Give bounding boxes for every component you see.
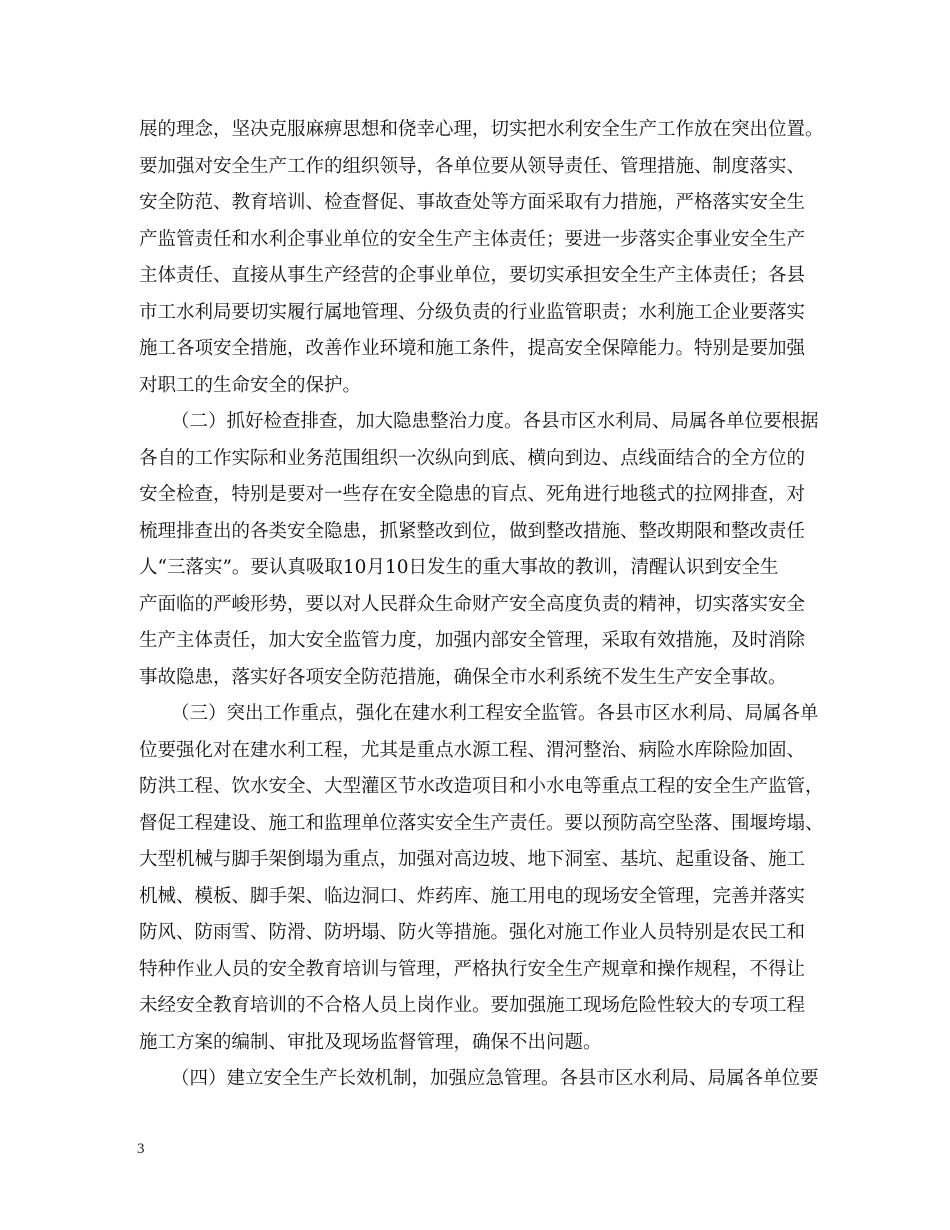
- text-line: 产面临的严峻形势，要以对人民群众生命财产安全高度负责的精神，切实落实安全: [139, 593, 806, 615]
- text-line: 施工各项安全措施，改善作业环境和施工条件，提高安全保障能力。特别是要加强: [139, 338, 806, 359]
- text-line: 施工方案的编制、审批及现场监督管理，确保不出问题。: [139, 1031, 602, 1053]
- text-line: 各自的工作实际和业务范围组织一次纵向到底、横向到边、点线面结合的全方位的: [139, 447, 806, 469]
- text-line: 特种作业人员的安全教育培训与管理，严格执行安全生产规章和操作规程，不得让: [139, 958, 806, 980]
- text-line: 督促工程建设、施工和监理单位落实安全生产责任。要以预防高空坠落、围堰垮塌、: [139, 812, 824, 834]
- text-line: （四）建立安全生产长效机制，加强应急管理。各县市区水利局、局属各单位要: [171, 1068, 819, 1089]
- text-line: 安全防范、教育培训、检查督促、事故查处等方面采取有力措施，严格落实安全生: [139, 192, 806, 213]
- page-number: 3: [137, 1141, 145, 1157]
- text-line: 梳理排查出的各类安全隐患，抓紧整改到位，做到整改措施、整改期限和整改责任: [139, 520, 806, 542]
- text-line: 事故隐患，落实好各项安全防范措施，确保全市水利系统不发生生产安全事故。: [139, 666, 787, 688]
- body-text: [139, 112, 829, 1098]
- text-line: 产监管责任和水利企事业单位的安全生产主体责任；要进一步落实企事业安全生产: [139, 228, 806, 250]
- text-line: 未经安全教育培训的不合格人员上岗作业。要加强施工现场危险性较大的专项工程: [139, 995, 806, 1016]
- text-line: 展的理念，坚决克服麻痹思想和侥幸心理，切实把水利安全生产工作放在突出位置。: [139, 119, 824, 140]
- text-line: 人“三落实”。要认真吸取10月10日发生的重大事故的教训，清醒认识到安全生: [139, 557, 779, 578]
- text-line: 位要强化对在建水利工程，尤其是重点水源工程、渭河整治、病险水库除险加固、: [139, 739, 806, 761]
- text-line: 要加强对安全生产工作的组织领导，各单位要从领导责任、管理措施、制度落实、: [139, 155, 806, 177]
- text-line: 主体责任、直接从事生产经营的企事业单位，要切实承担安全生产主体责任；各县: [139, 265, 806, 286]
- text-line: 对职工的生命安全的保护。: [139, 374, 362, 396]
- text-line: 防风、防雨雪、防滑、防坍塌、防火等措施。强化对施工作业人员特别是农民工和: [139, 922, 806, 943]
- text-line: 安全检查，特别是要对一些存在安全隐患的盲点、死角进行地毯式的拉网排查，对: [139, 484, 806, 505]
- text-line: 机械、模板、脚手架、临边洞口、炸药库、施工用电的现场安全管理，完善并落实: [139, 885, 806, 907]
- text-line: 市工水利局要切实履行属地管理、分级负责的行业监管职责；水利施工企业要落实: [139, 301, 806, 323]
- text-line: （三）突出工作重点，强化在建水利工程安全监管。各县市区水利局、局属各单: [171, 703, 819, 724]
- text-line: （二）抓好检查排查，加大隐患整治力度。各县市区水利局、局属各单位要根据: [171, 411, 819, 432]
- text-line: 大型机械与脚手架倒塌为重点，加强对高边坡、地下洞室、基坑、起重设备、施工: [139, 849, 806, 870]
- text-line: 生产主体责任，加大安全监管力度，加强内部安全管理，采取有效措施，及时消除: [139, 630, 806, 651]
- text-line: 防洪工程、饮水安全、大型灌区节水改造项目和小水电等重点工程的安全生产监管，: [139, 776, 824, 797]
